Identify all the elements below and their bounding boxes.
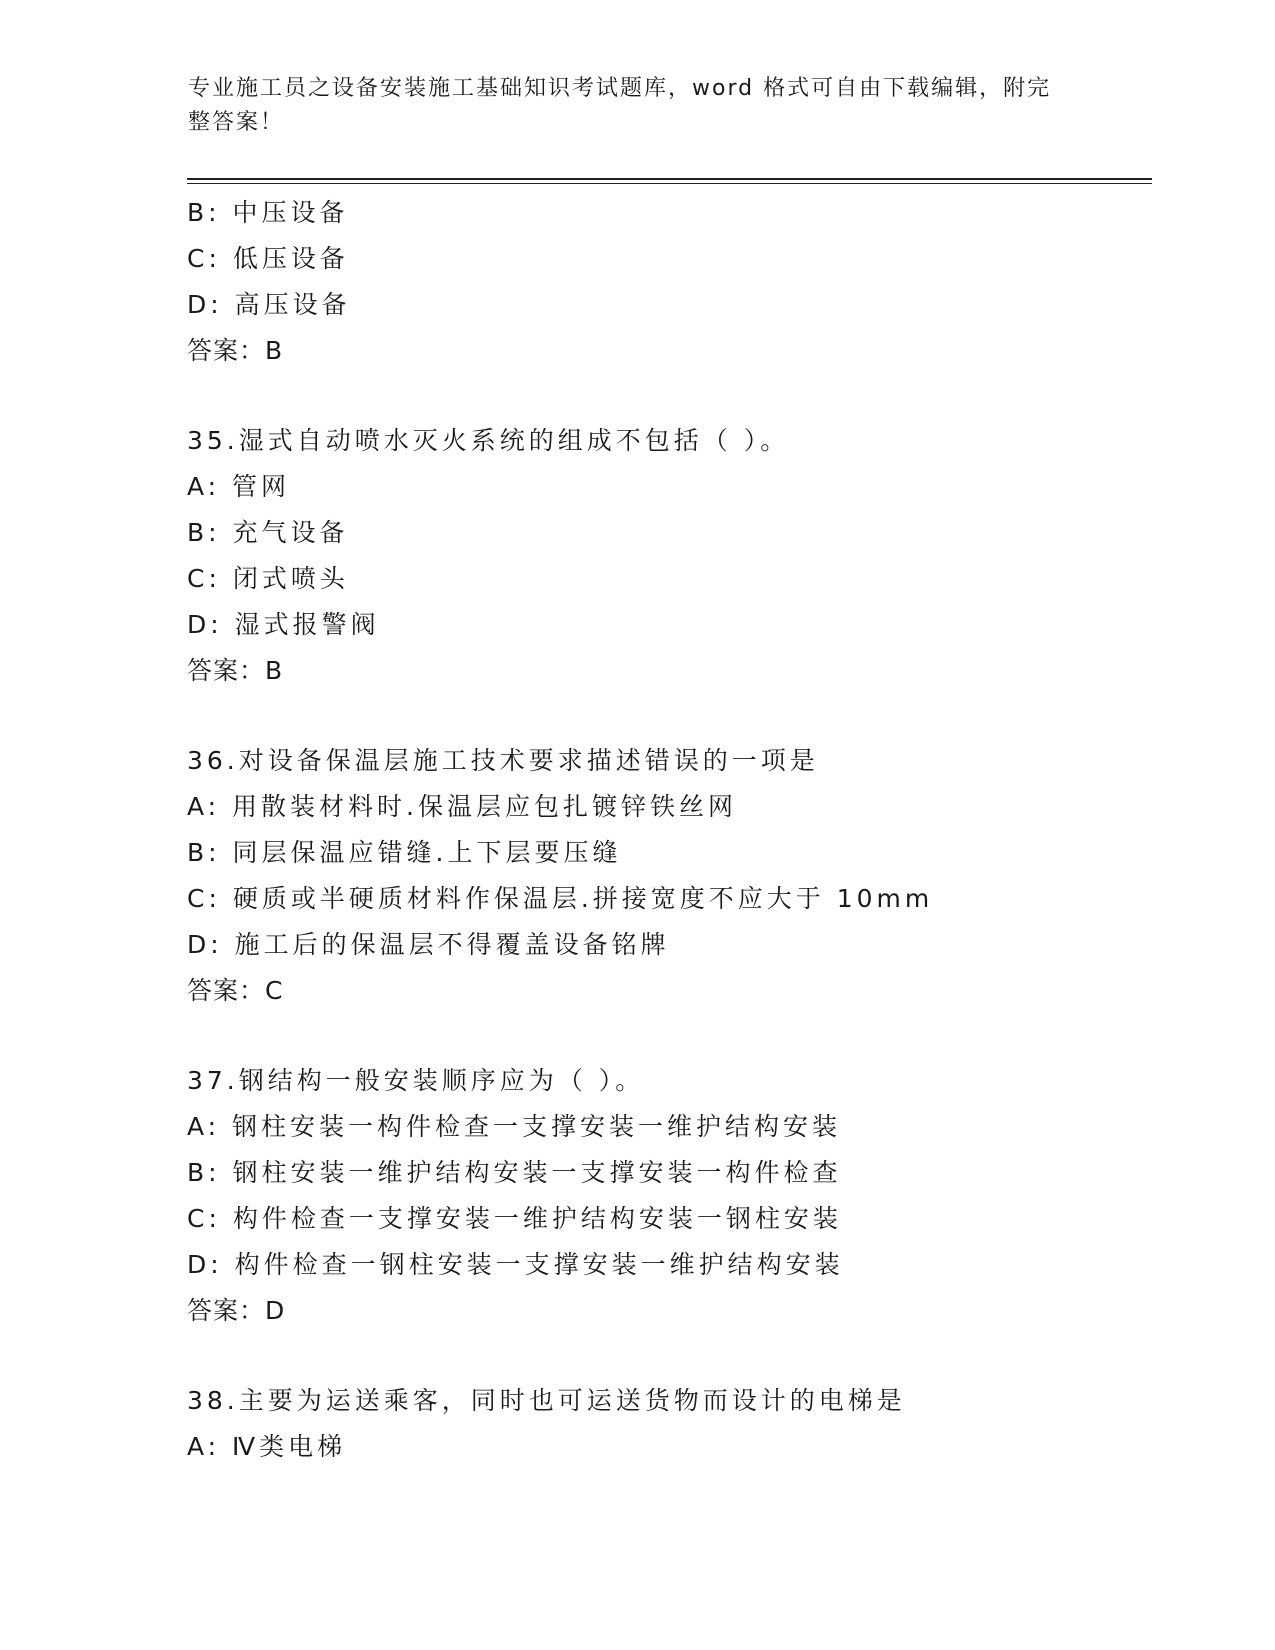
option-c: C: 构件检查一支撑安装一维护结构安装一钢柱安装 bbox=[187, 1204, 842, 1233]
option-b: B: 钢柱安装一维护结构安装一支撑安装一构件检查 bbox=[187, 1158, 842, 1187]
question-stem: 36.对设备保温层施工技术要求描述错误的一项是 bbox=[187, 746, 819, 775]
previous-question-block bbox=[187, 190, 1147, 374]
answer-text: 答案：B bbox=[187, 656, 284, 685]
header-line-2: 整答案！ bbox=[188, 110, 285, 135]
question-stem: 37.钢结构一般安装顺序应为（ ）。 bbox=[187, 1066, 645, 1095]
option-d: D: 高压设备 bbox=[187, 290, 351, 319]
option-d: D: 施工后的保温层不得覆盖设备铭牌 bbox=[187, 930, 670, 959]
option-a: A: Ⅳ类电梯 bbox=[187, 1432, 347, 1461]
answer-text: 答案：C bbox=[187, 976, 284, 1005]
header-line-1: 专业施工员之设备安装施工基础知识考试题库，word 格式可自由下载编辑，附完 bbox=[188, 76, 1052, 101]
option-a: A: 管网 bbox=[187, 472, 291, 501]
question-stem: 35.湿式自动喷水灭火系统的组成不包括（ ）。 bbox=[187, 426, 790, 455]
question-stem: 38.主要为运送乘客，同时也可运送货物而设计的电梯是 bbox=[187, 1386, 906, 1415]
question-block-37 bbox=[187, 1058, 1147, 1334]
option-a: A: 钢柱安装一构件检查一支撑安装一维护结构安装 bbox=[187, 1112, 842, 1141]
spacer bbox=[187, 374, 1147, 418]
spacer bbox=[187, 694, 1147, 738]
option-d: D: 湿式报警阀 bbox=[187, 610, 380, 639]
answer-text: 答案：D bbox=[187, 1296, 286, 1325]
option-a: A: 用散装材料时.保温层应包扎镀锌铁丝网 bbox=[187, 792, 737, 821]
answer-text: 答案：B bbox=[187, 336, 284, 365]
header-divider-thick bbox=[187, 178, 1152, 180]
option-c: C: 低压设备 bbox=[187, 244, 349, 273]
spacer bbox=[187, 1014, 1147, 1058]
option-c: C: 硬质或半硬质材料作保温层.拼接宽度不应大于 10mm bbox=[187, 884, 934, 913]
option-b: B: 充气设备 bbox=[187, 518, 349, 547]
spacer bbox=[187, 1334, 1147, 1378]
question-list bbox=[187, 190, 1147, 1470]
question-block-35 bbox=[187, 418, 1147, 694]
option-b: B: 同层保温应错缝.上下层要压缝 bbox=[187, 838, 622, 867]
question-block-38 bbox=[187, 1378, 1147, 1470]
document-header bbox=[188, 72, 1088, 140]
question-block-36 bbox=[187, 738, 1147, 1014]
option-d: D: 构件检查一钢柱安装一支撑安装一维护结构安装 bbox=[187, 1250, 844, 1279]
option-b: B: 中压设备 bbox=[187, 198, 349, 227]
option-c: C: 闭式喷头 bbox=[187, 564, 349, 593]
header-divider-thin bbox=[187, 183, 1152, 184]
